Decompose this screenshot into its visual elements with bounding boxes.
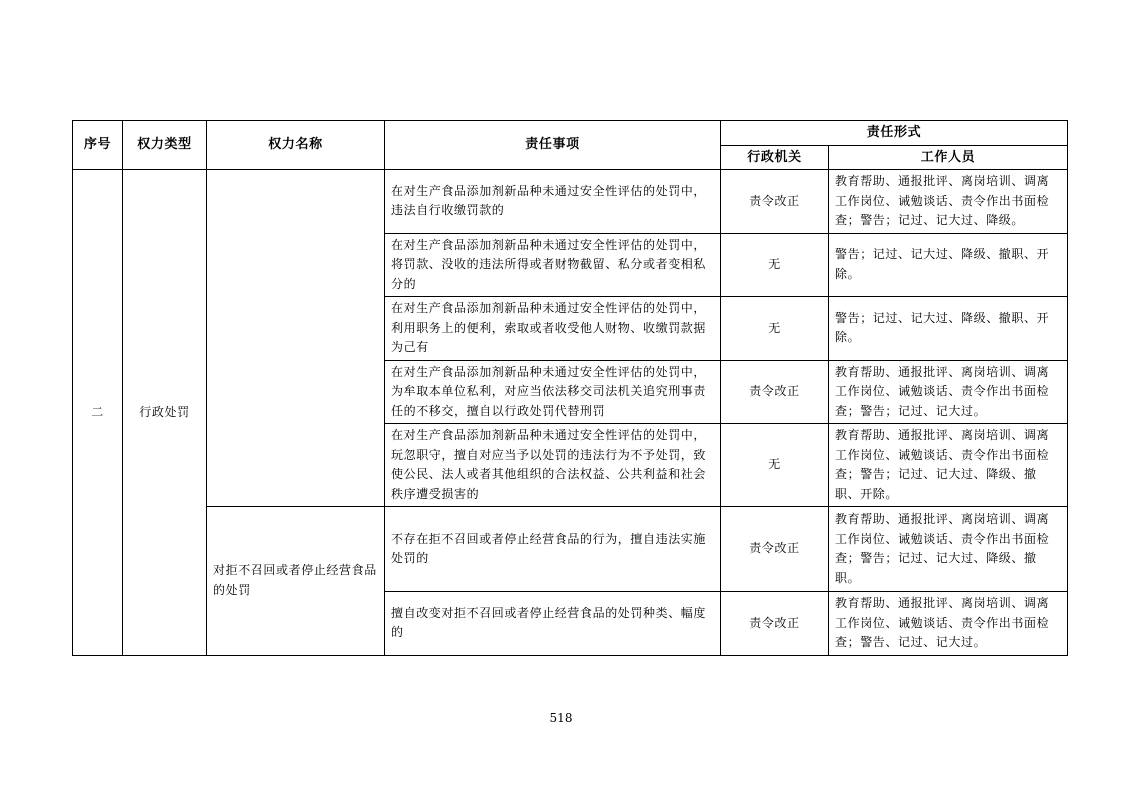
page-number: 518 — [549, 711, 573, 725]
staff-cell: 教育帮助、通报批评、离岗培训、调离工作岗位、诫勉谈话、责令作出书面检查；警告；记过、记大过、降级、撤职。 — [829, 507, 1068, 592]
agency-cell: 无 — [721, 424, 829, 507]
agency-cell: 责令改正 — [721, 170, 829, 234]
staff-cell: 教育帮助、通报批评、离岗培训、调离工作岗位、诫勉谈话、责令作出书面检查；警告、记过、记大过。 — [829, 592, 1068, 656]
agency-cell: 无 — [721, 233, 829, 297]
power-name-cell: 对拒不召回或者停止经营食品的处罚 — [207, 507, 385, 656]
responsibility-table — [72, 120, 1068, 656]
table-row — [73, 507, 1068, 592]
header-forms: 责任形式 — [721, 121, 1068, 146]
matter-cell: 擅自改变对拒不召回或者停止经营食品的处罚种类、幅度的 — [385, 592, 721, 656]
matter-cell: 在对生产食品添加剂新品种未通过安全性评估的处罚中，利用职务上的便利，索取或者收受他人财物、收缴罚款据为己有 — [385, 297, 721, 361]
staff-cell: 教育帮助、通报批评、离岗培训、调离工作岗位、诫勉谈话、责令作出书面检查；警告；记过、记大过、降级、撤职、开除。 — [829, 424, 1068, 507]
staff-cell: 教育帮助、通报批评、离岗培训、调离工作岗位、诫勉谈话、责令作出书面检查；警告；记过、记大过、降级。 — [829, 170, 1068, 234]
header-seq: 序号 — [73, 121, 123, 170]
matter-cell: 在对生产食品添加剂新品种未通过安全性评估的处罚中，为牟取本单位私利，对应当依法移交司法机关追究刑事责任的不移交，擅自以行政处罚代替刑罚 — [385, 360, 721, 424]
agency-cell: 责令改正 — [721, 360, 829, 424]
matter-cell: 在对生产食品添加剂新品种未通过安全性评估的处罚中，违法自行收缴罚款的 — [385, 170, 721, 234]
matter-cell: 在对生产食品添加剂新品种未通过安全性评估的处罚中，玩忽职守，擅自对应当予以处罚的违法行为不予处罚，致使公民、法人或者其他组织的合法权益、公共利益和社会秩序遭受损害的 — [385, 424, 721, 507]
agency-cell: 责令改正 — [721, 592, 829, 656]
seq-cell: 二 — [73, 170, 123, 656]
header-staff: 工作人员 — [829, 145, 1068, 170]
power-name-cell — [207, 170, 385, 507]
power-type-cell: 行政处罚 — [123, 170, 207, 656]
header-agency: 行政机关 — [721, 145, 829, 170]
table-row — [73, 170, 1068, 234]
agency-cell: 责令改正 — [721, 507, 829, 592]
staff-cell: 教育帮助、通报批评、离岗培训、调离工作岗位、诫勉谈话、责令作出书面检查；警告；记过、记大过。 — [829, 360, 1068, 424]
staff-cell: 警告；记过、记大过、降级、撤职、开除。 — [829, 297, 1068, 361]
staff-cell: 警告；记过、记大过、降级、撤职、开除。 — [829, 233, 1068, 297]
matter-cell: 在对生产食品添加剂新品种未通过安全性评估的处罚中，将罚款、没收的违法所得或者财物截留、私分或者变相私分的 — [385, 233, 721, 297]
agency-cell: 无 — [721, 297, 829, 361]
header-power-name: 权力名称 — [207, 121, 385, 170]
header-matters: 责任事项 — [385, 121, 721, 170]
matter-cell: 不存在拒不召回或者停止经营食品的行为，擅自违法实施处罚的 — [385, 507, 721, 592]
header-power-type: 权力类型 — [123, 121, 207, 170]
